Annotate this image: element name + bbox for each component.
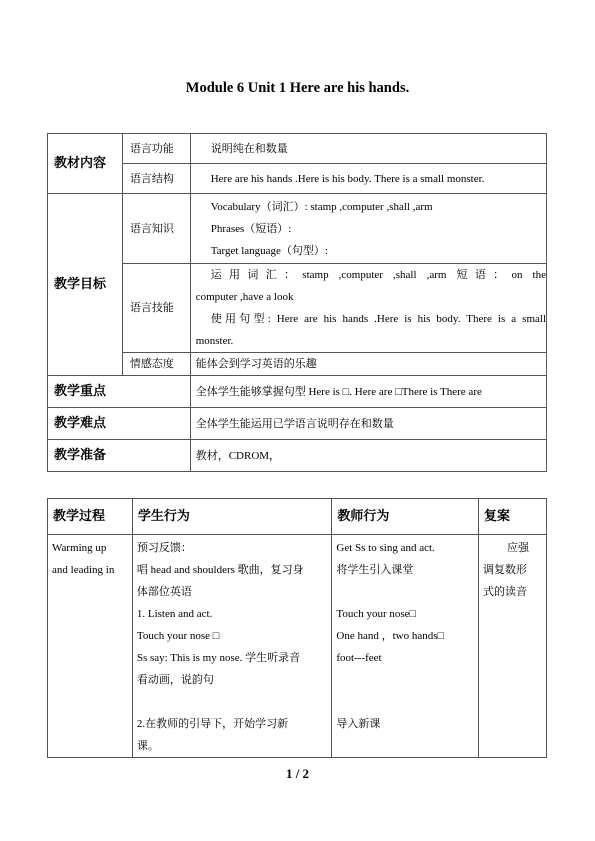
student-line: 课。 bbox=[136, 740, 159, 752]
process-line: and leading in bbox=[52, 564, 115, 576]
skill-line: 使用句型: Here are his hands .Here is his body. There is a small bbox=[210, 313, 546, 325]
student-line: 1. Listen and act. bbox=[136, 608, 213, 620]
student-line: 唱 head and shoulders 歌曲，复习身 bbox=[136, 564, 304, 576]
value-skill bbox=[190, 264, 546, 353]
value-structure: Here are his hands .Here is his body. There is a small monster. bbox=[190, 164, 546, 194]
student-line: Ss say: This is my nose. 学生听录音 bbox=[136, 652, 301, 664]
label-skill: 语言技能 bbox=[122, 264, 190, 353]
lesson-info-table bbox=[47, 133, 547, 472]
value-nandian: 全体学生能运用已学语言说明存在和数量 bbox=[190, 408, 546, 440]
header-nandian: 教学难点 bbox=[48, 408, 191, 440]
teacher-line: Touch your nose□ bbox=[336, 608, 417, 620]
teacher-spacer bbox=[336, 581, 474, 603]
knowledge-line: Phrases（短语）: bbox=[210, 222, 292, 235]
value-zhunbei: 教材，CDROM， bbox=[190, 440, 546, 472]
teacher-line: Get Ss to sing and act. bbox=[336, 542, 435, 554]
teacher-spacer bbox=[336, 691, 474, 713]
note-line: 式的读音 bbox=[483, 586, 528, 598]
process-line: Warming up bbox=[52, 542, 107, 554]
header-note: 复案 bbox=[479, 499, 547, 535]
teacher-spacer bbox=[336, 669, 474, 691]
header-mubiao: 教学目标 bbox=[48, 194, 123, 376]
page-number: 1 / 2 bbox=[285, 766, 310, 781]
label-knowledge: 语言知识 bbox=[122, 194, 190, 264]
note-line: 调复数形 bbox=[483, 564, 528, 576]
student-line: 看动画，说韵句 bbox=[136, 674, 214, 686]
student-spacer bbox=[137, 691, 328, 713]
label-structure: 语言结构 bbox=[122, 164, 190, 194]
skill-line: 运用词汇：stamp ,computer ,shall ,arm 短语：on the bbox=[210, 269, 546, 281]
header-student: 学生行为 bbox=[132, 499, 332, 535]
skill-line: computer ,have a look bbox=[195, 291, 294, 303]
value-function: 说明纯在和数量 bbox=[190, 134, 546, 164]
header-jiaocai: 教材内容 bbox=[48, 134, 123, 194]
value-attitude: 能体会到学习英语的乐趣 bbox=[190, 353, 546, 376]
label-function: 语言功能 bbox=[122, 134, 190, 164]
header-zhongdian: 教学重点 bbox=[48, 376, 191, 408]
cell-process bbox=[48, 535, 133, 758]
teacher-line: 导入新课 bbox=[336, 718, 381, 730]
teacher-line: One hand ，two hands□ bbox=[336, 630, 445, 642]
student-line: 体部位英语 bbox=[136, 586, 192, 598]
teacher-line: 将学生引入课堂 bbox=[336, 564, 414, 576]
label-attitude: 情感态度 bbox=[122, 353, 190, 376]
header-zhunbei: 教学准备 bbox=[48, 440, 191, 472]
document-title: Module 6 Unit 1 Here are his hands. bbox=[185, 80, 410, 96]
cell-student bbox=[132, 535, 332, 758]
teaching-process-table bbox=[47, 498, 547, 758]
cell-teacher bbox=[332, 535, 479, 758]
knowledge-line: Vocabulary（词汇）: stamp ,computer ,shall ,arm bbox=[210, 200, 433, 213]
value-zhongdian: 全体学生能够掌握句型 Here is □. Here are □There is There are bbox=[190, 376, 546, 408]
note-line: 应强 bbox=[507, 542, 530, 554]
student-line: 预习反馈： bbox=[136, 542, 192, 554]
teacher-line: foot---feet bbox=[336, 652, 382, 664]
student-line: 2.在教师的引导下，开始学习新 bbox=[136, 718, 289, 730]
skill-line: monster. bbox=[195, 335, 234, 347]
student-line: Touch your nose □ bbox=[136, 630, 220, 642]
value-knowledge bbox=[190, 194, 546, 264]
cell-note bbox=[479, 535, 547, 758]
header-teacher: 教师行为 bbox=[332, 499, 479, 535]
knowledge-line: Target language（句型）: bbox=[210, 244, 328, 257]
header-process: 教学过程 bbox=[48, 499, 133, 535]
